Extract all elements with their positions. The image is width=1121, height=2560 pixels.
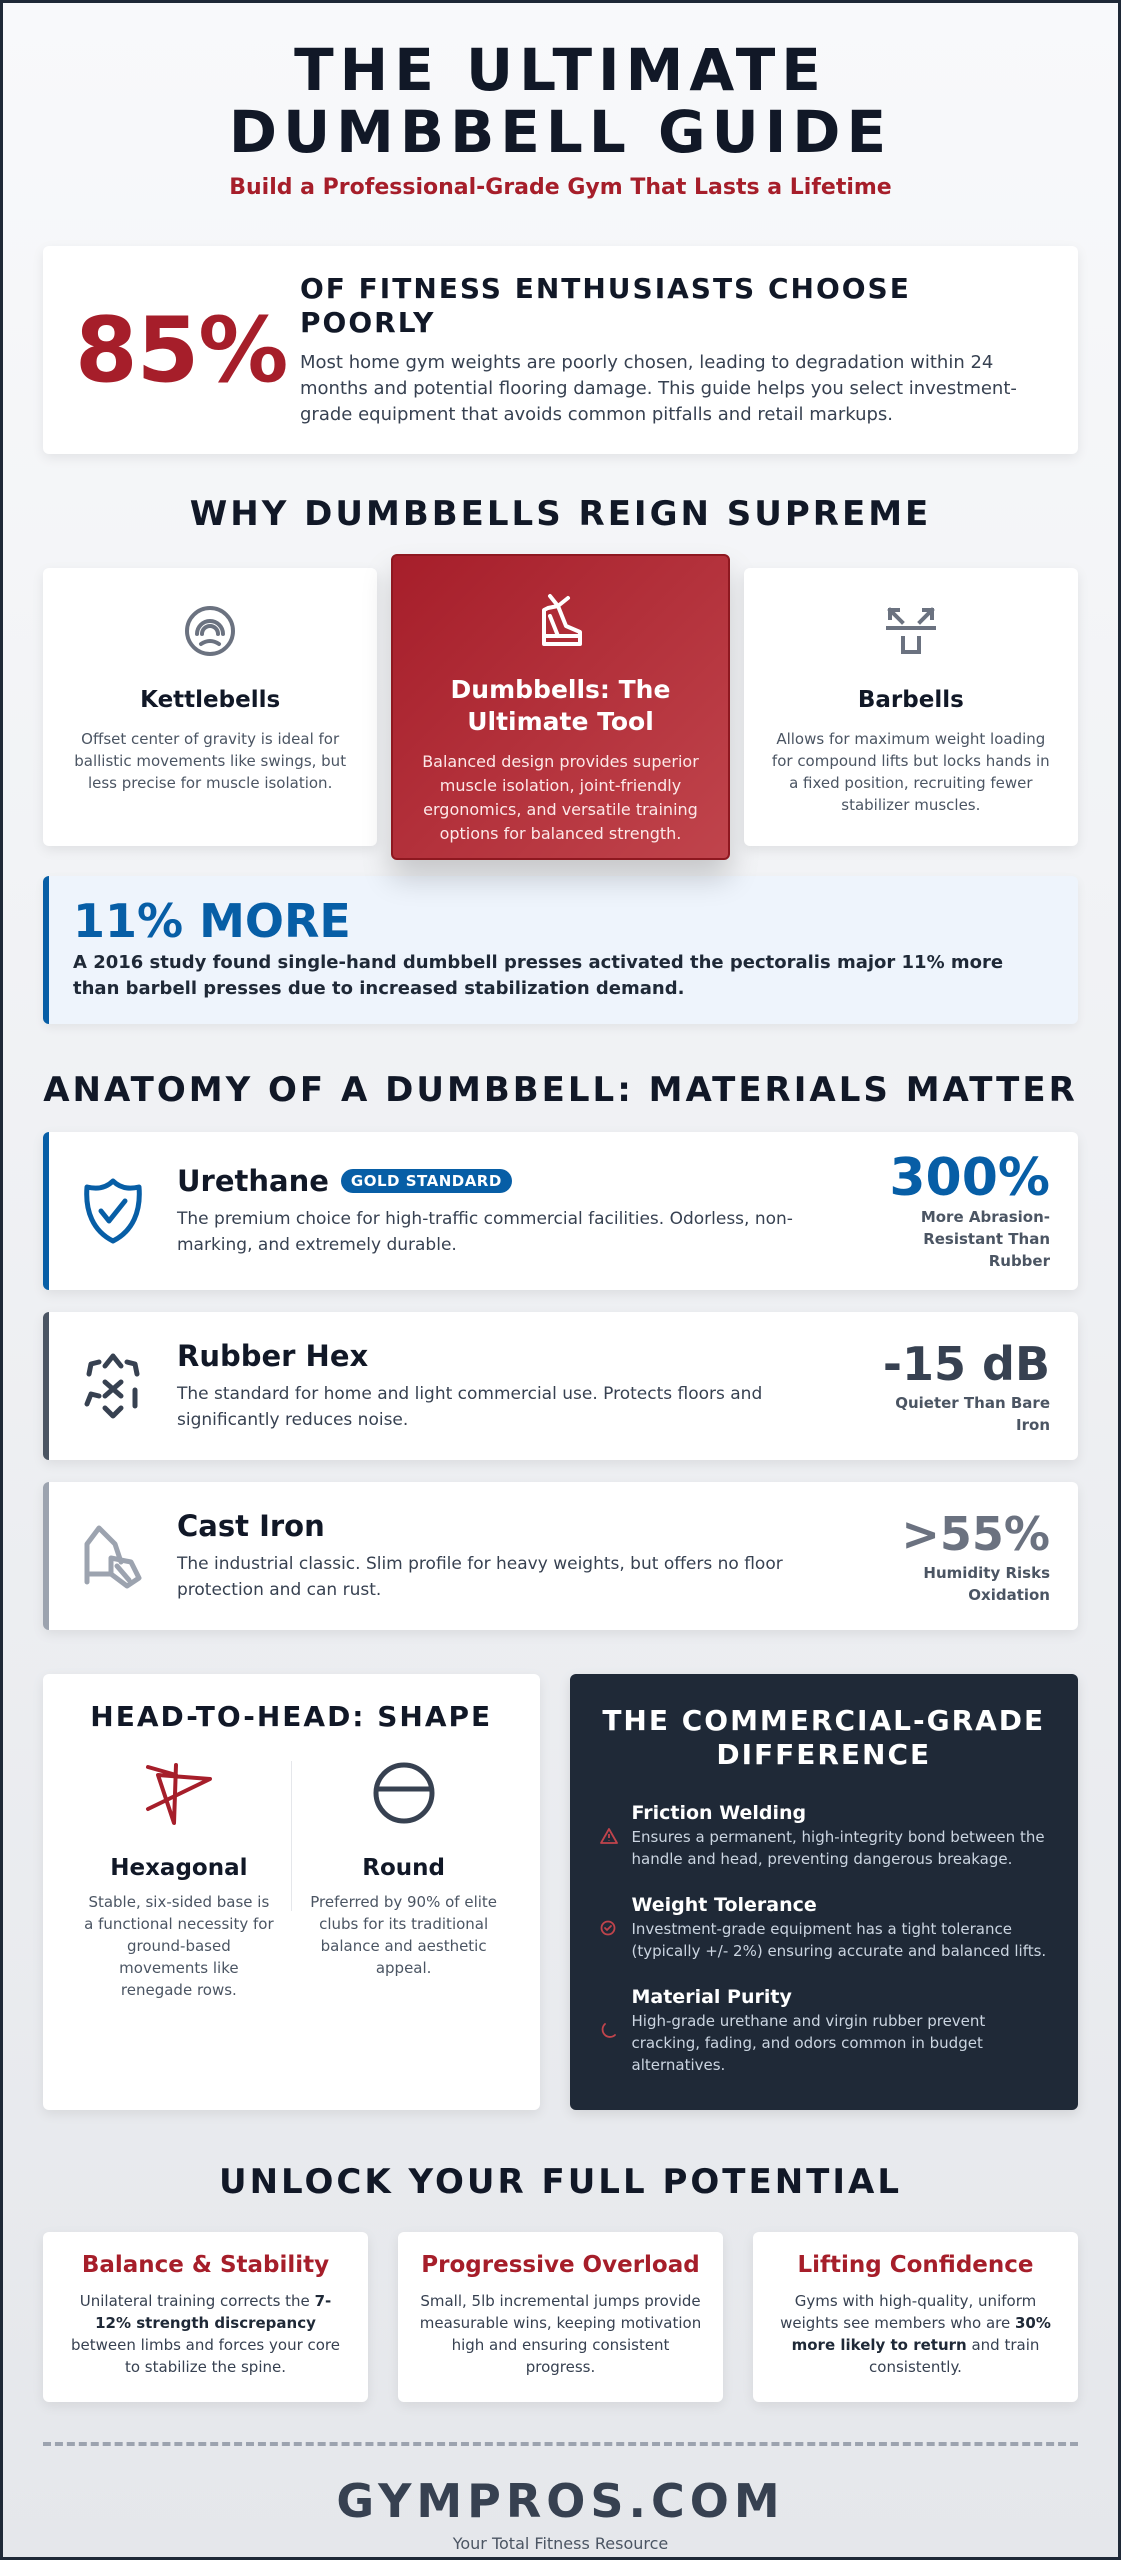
shape-round <box>292 1761 516 2001</box>
benefit-title: Balance & Stability <box>81 2252 330 2278</box>
material-stat: 300% <box>889 1148 1050 1208</box>
stat-heading: OF FITNESS ENTHUSIASTS CHOOSE POORLY <box>300 272 911 339</box>
commercial-item-text: Ensures a permanent, high-integrity bond between the handle and head, preventing dangerous breakage. <box>631 1828 1045 1868</box>
shape-name: Round <box>362 1855 445 1881</box>
shield-check-icon <box>81 1177 177 1245</box>
why-section-title: WHY DUMBBELLS REIGN SUPREME <box>189 494 932 534</box>
tool-text: Allows for maximum weight loading for compound lifts but locks hands in a fixed position, recruiting fewer stabilizer muscles. <box>771 730 1050 814</box>
barbell-icon <box>766 598 1056 664</box>
anatomy-section-title: ANATOMY OF A DUMBBELL: MATERIALS MATTER <box>43 1070 1078 1110</box>
brand-logo[interactable]: GYMPROS.COM <box>336 2474 785 2528</box>
brand-tagline: Your Total Fitness Resource <box>452 2534 669 2553</box>
page-subtitle: Build a Professional-Grade Gym That Lasts a Lifetime <box>229 175 892 200</box>
benefit-title: Progressive Overload <box>421 2252 700 2278</box>
hexagonal-icon <box>83 1761 275 1831</box>
commercial-item-title: Friction Welding <box>631 1802 807 1824</box>
gold-standard-badge: GOLD STANDARD <box>341 1169 512 1193</box>
tool-name: Kettlebells <box>140 687 281 713</box>
warning-triangle-icon <box>600 1828 632 1844</box>
kettlebell-icon <box>65 598 355 664</box>
footer <box>43 2442 1078 2553</box>
benefit-text: Unilateral training corrects the 7-12% strength discrepancy between limbs and forces your core to stabilize the spine. <box>70 2292 340 2376</box>
material-card-rubber-hex <box>43 1312 1078 1460</box>
material-stat-label: Quieter Than Bare Iron <box>895 1394 1050 1434</box>
commercial-item-text: Investment-grade equipment has a tight tolerance (typically +/- 2%) ensuring accurate and balanced lifts. <box>631 1920 1047 1960</box>
material-name: Urethane <box>177 1164 329 1198</box>
tool-name: Barbells <box>857 687 964 713</box>
commercial-item <box>600 1802 1049 1870</box>
callout-text: A 2016 study found single-hand dumbbell presses activated the pectoralis major 11% more than barbell presses due to increased stabilization demand. <box>73 952 1004 999</box>
commercial-item-title: Material Purity <box>631 1986 792 2008</box>
material-text: The standard for home and light commercial use. Protects floors and significantly reduces noise. <box>177 1384 763 1430</box>
two-column-section <box>43 1674 1078 2110</box>
tool-text: Offset center of gravity is ideal for ballistic movements like swings, but less precise for muscle isolation. <box>74 730 347 792</box>
commercial-grade-card <box>570 1674 1079 2110</box>
tool-card-barbells <box>744 568 1078 846</box>
callout-value: 11% MORE <box>73 894 351 948</box>
material-name: Rubber Hex <box>177 1339 369 1373</box>
benefit-title: Lifting Confidence <box>797 2252 1034 2278</box>
round-icon <box>308 1761 500 1831</box>
benefit-text: Gyms with high-quality, uniform weights see members who are 30% more likely to return and train consistently. <box>780 2292 1051 2376</box>
material-stat: -15 dB <box>882 1337 1050 1391</box>
dumbbell-tool-icon <box>415 588 705 654</box>
hero-header <box>43 3 1078 200</box>
material-name: Cast Iron <box>177 1509 325 1543</box>
shape-text: Preferred by 90% of elite clubs for its traditional balance and aesthetic appeal. <box>310 1893 498 1977</box>
material-card-urethane <box>43 1132 1078 1290</box>
material-stat: >55% <box>901 1507 1050 1561</box>
tools-comparison <box>43 568 1078 860</box>
moon-icon <box>600 2022 632 2040</box>
tool-card-dumbbells <box>391 554 729 860</box>
stat-card <box>43 246 1078 454</box>
benefit-card <box>43 2232 368 2402</box>
benefits-row <box>43 2232 1078 2402</box>
tool-name: Dumbbells: The Ultimate Tool <box>450 675 671 736</box>
material-text: The industrial classic. Slim profile for heavy weights, but offers no floor protection and can rust. <box>177 1554 783 1600</box>
study-callout <box>43 876 1078 1024</box>
tool-text: Balanced design provides superior muscle isolation, joint-friendly ergonomics, and versatile training options for balanced strength. <box>422 752 699 843</box>
tool-card-kettlebells <box>43 568 377 846</box>
commercial-title: THE COMMERCIAL-GRADE DIFFERENCE <box>602 1704 1046 1771</box>
material-stat-label: More Abrasion-Resistant Than Rubber <box>920 1208 1050 1270</box>
shape-hexagonal <box>67 1761 291 2001</box>
cast-iron-icon <box>81 1522 177 1590</box>
commercial-item <box>600 1986 1049 2076</box>
stat-text: Most home gym weights are poorly chosen, leading to degradation within 24 months and potential flooring damage. This guide helps you select investment-grade equipment that avoids common pitfalls and retail markups. <box>300 352 1017 425</box>
shape-text: Stable, six-sided base is a functional necessity for ground-based movements like renegade rows. <box>84 1893 274 1999</box>
commercial-item-title: Weight Tolerance <box>631 1894 817 1916</box>
shape-title: HEAD-TO-HEAD: SHAPE <box>90 1700 493 1733</box>
material-text: The premium choice for high-traffic commercial facilities. Odorless, non-marking, and extremely durable. <box>177 1209 793 1255</box>
stat-value: 85% <box>75 297 288 403</box>
shape-name: Hexagonal <box>110 1855 248 1881</box>
benefit-text: Small, 5lb incremental jumps provide measurable wins, keeping motivation high and ensuring consistent progress. <box>419 2292 702 2376</box>
material-stat-label: Humidity Risks Oxidation <box>923 1564 1050 1604</box>
commercial-item-text: High-grade urethane and virgin rubber prevent cracking, fading, and odors common in budget alternatives. <box>631 2012 986 2074</box>
rubber-hex-icon <box>81 1352 177 1420</box>
material-card-cast-iron <box>43 1482 1078 1630</box>
commercial-item <box>600 1894 1049 1962</box>
shape-comparison-card <box>43 1674 540 2110</box>
benefit-card <box>753 2232 1078 2402</box>
check-circle-icon <box>600 1920 632 1936</box>
page-title: THE ULTIMATE DUMBBELL GUIDE <box>228 36 893 166</box>
unlock-section-title: UNLOCK YOUR FULL POTENTIAL <box>218 2162 902 2202</box>
benefit-card <box>398 2232 723 2402</box>
